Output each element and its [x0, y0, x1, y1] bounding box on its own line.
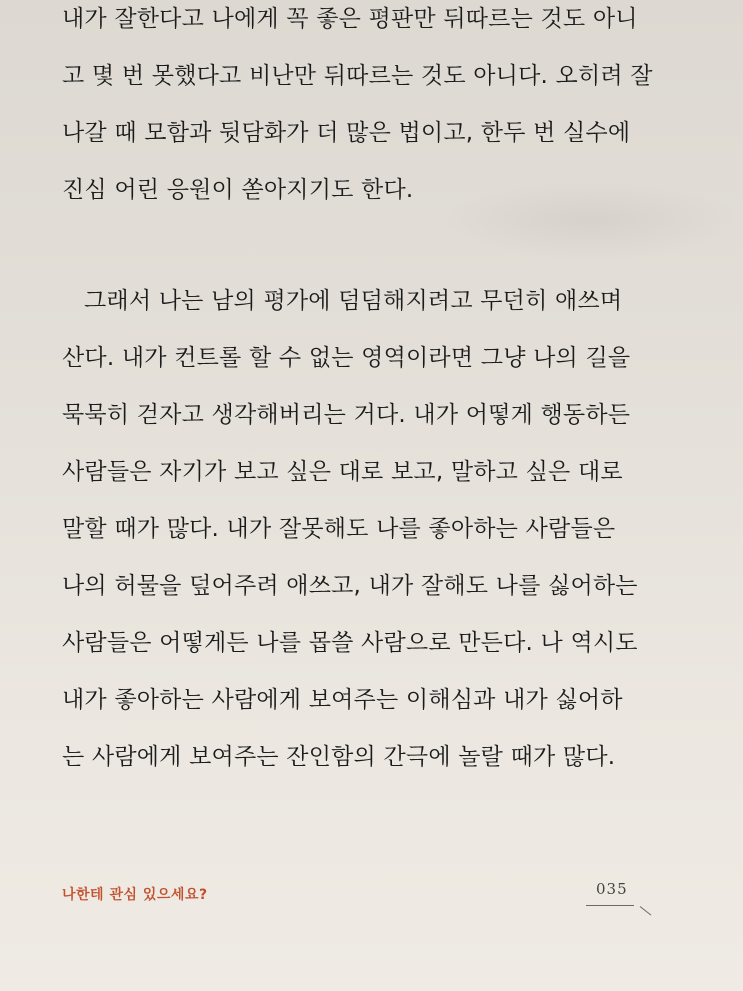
paragraph-line: 고 몇 번 못했다고 비난만 뒤따르는 것도 아니다. 오히려 잘: [62, 63, 653, 89]
page-number: 035: [596, 880, 628, 898]
paragraph-line: 내가 좋아하는 사람에게 보여주는 이해심과 내가 싫어하: [62, 687, 623, 713]
paragraph-line: 내가 잘한다고 나에게 꼭 좋은 평판만 뒤따르는 것도 아니: [62, 6, 638, 32]
paragraph-line: 묵묵히 걷자고 생각해버리는 거다. 내가 어떻게 행동하든: [62, 402, 631, 428]
paragraph-line: 나갈 때 모함과 뒷담화가 더 많은 법이고, 한두 번 실수에: [62, 120, 631, 146]
paragraph-line: 그래서 나는 남의 평가에 덤덤해지려고 무던히 애쓰며: [84, 288, 623, 314]
paragraph-line: 는 사람에게 보여주는 잔인함의 간극에 놀랄 때가 많다.: [62, 744, 616, 770]
paragraph-line: 말할 때가 많다. 내가 잘못해도 나를 좋아하는 사람들은: [62, 516, 616, 542]
paragraph-line: 사람들은 어떻게든 나를 몹쓸 사람으로 만든다. 나 역시도: [62, 630, 638, 656]
paragraph-1: [62, 0, 682, 219]
page-number-tick: [640, 906, 652, 915]
paragraph-line: 산다. 내가 컨트롤 할 수 없는 영역이라면 그냥 나의 길을: [62, 345, 631, 371]
paragraph-2: [62, 273, 682, 786]
page-number-rule: [586, 905, 634, 906]
paragraph-line: 사람들은 자기가 보고 싶은 대로 보고, 말하고 싶은 대로: [62, 459, 623, 485]
paragraph-line: 나의 허물을 덮어주려 애쓰고, 내가 잘해도 나를 싫어하는: [62, 573, 638, 599]
paragraph-line: 진심 어린 응원이 쏟아지기도 한다.: [62, 177, 414, 203]
running-footer-title: 나한테 관심 있으세요?: [62, 887, 208, 903]
